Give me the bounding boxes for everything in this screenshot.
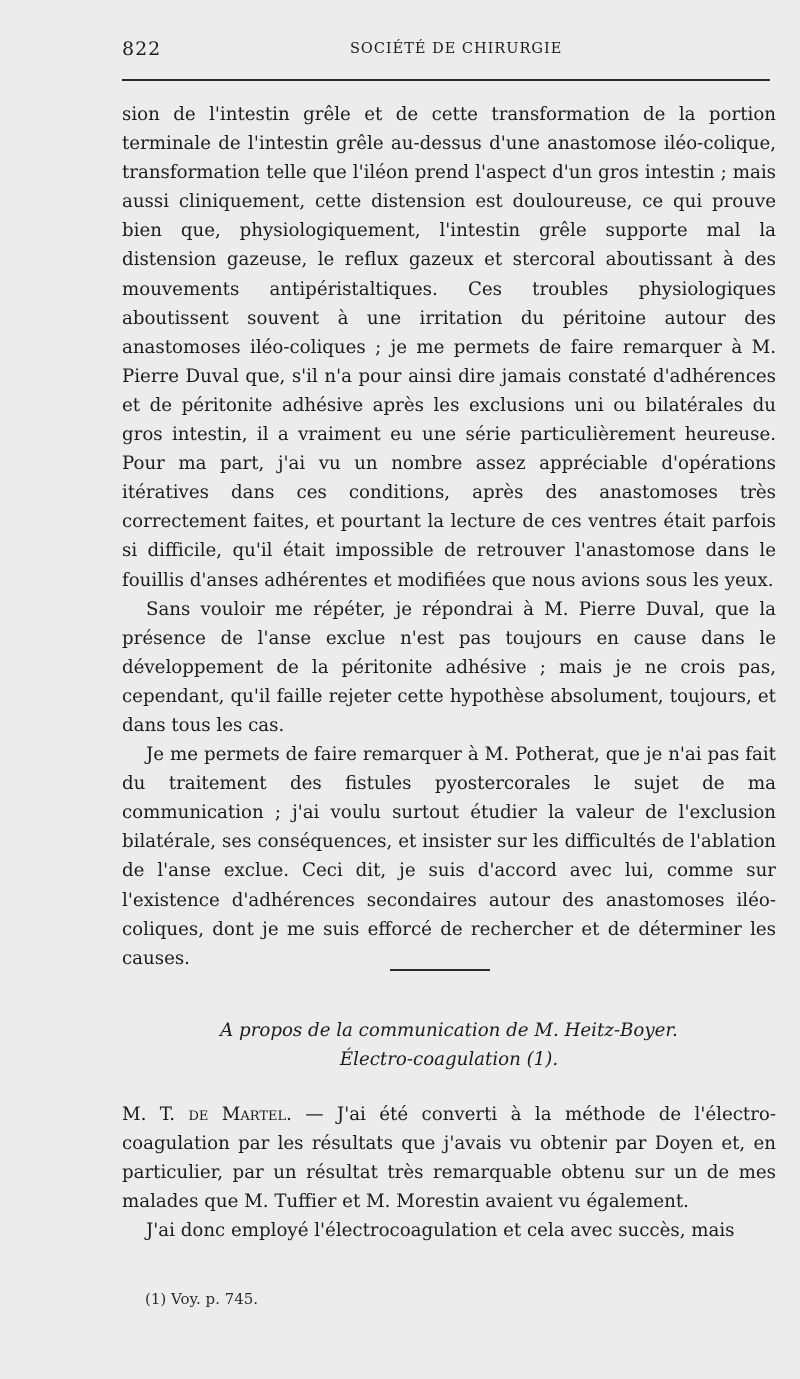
paragraph: sion de l'intestin grêle et de cette transformation de la portion terminale de l'intestin grêle au-dessus d'une anastomose iléo-colique, transformation telle que l'iléon prend l'aspect d'un gros intestin ; mais aussi cliniquement, cette distension est douloureuse, ce qui prouve bien que, physiologiquement, l'intestin grêle supporte mal la distension gazeuse, le reflux gazeux et stercoral aboutissant à des mouvements antipéristaltiques. Ces troubles physiologiques aboutissent souvent à une irritation du péritoine autour des anastomoses iléo-coliques ; je me permets de faire remarquer à M. Pierre Duval que, s'il n'a pour ainsi dire jamais constaté d'adhérences et de péritonite adhésive après les exclusions uni ou bilatérales du gros intestin, il a vraiment eu une série particulièrement heureuse. Pour ma part, j'ai vu un nombre assez appréciable d'opérations itératives dans ces conditions, après des anastomoses très correctement faites, et pourtant la lecture de ces ventres était parfois si difficile, qu'il était impossible de retrouver l'anastomose dans le fouillis d'anses adhérentes et modifiées que nous avions sous les yeux. xyxy=(122,104,776,591)
speaker-name: M. T. de Martel. xyxy=(122,1104,292,1125)
section-divider xyxy=(390,969,490,971)
paragraph: Sans vouloir me répéter, je répondrai à M. Pierre Duval, que la présence de l'anse exclue n'est pas toujours en cause dans le développement de la péritonite adhésive ; mais je ne crois pas, cependant, qu'il faille rejeter cette hypothèse absolument, toujours, et dans tous les cas. xyxy=(122,598,776,736)
paragraph-text: — J'ai été converti à la méthode de l'électro-coagulation par les résultats que j'avais vu obtenir par Doyen et, en particulier, par un résultat très remarquable obtenu sur un de mes malades que M. Tuffier et M. Morestin avaient vu également. xyxy=(122,1104,776,1213)
footnote: (1) Voy. p. 745. xyxy=(145,1290,259,1308)
paragraph: J'ai donc employé l'électrocoagulation et cela avec succès, mais xyxy=(146,1220,735,1242)
paragraph: Je me permets de faire remarquer à M. Potherat, que je n'ai pas fait du traitement des fistules pyostercorales le sujet de ma communication ; j'ai voulu surtout étudier la valeur de l'exclusion bilatérale, ses conséquences, et insister sur les difficultés de l'ablation de l'anse exclue. Ceci dit, je suis d'accord avec lui, comme sur l'existence d'adhérences secondaires autour des anastomoses iléo-coliques, dont je me suis efforcé de rechercher et de déterminer les causes. xyxy=(122,744,776,969)
section-title-line: A propos de la communication de M. Heitz-Boyer. xyxy=(220,1020,678,1041)
running-head: SOCIÉTÉ DE CHIRURGIE xyxy=(350,41,563,57)
section-title-line: Électro-coagulation (1). xyxy=(339,1049,559,1070)
page-number: 822 xyxy=(122,38,162,60)
body-text xyxy=(122,100,776,973)
section-title xyxy=(122,1016,776,1074)
paragraph xyxy=(122,1100,776,1216)
page-header xyxy=(0,38,800,68)
header-rule xyxy=(122,79,770,81)
section-body-text xyxy=(122,1100,776,1245)
